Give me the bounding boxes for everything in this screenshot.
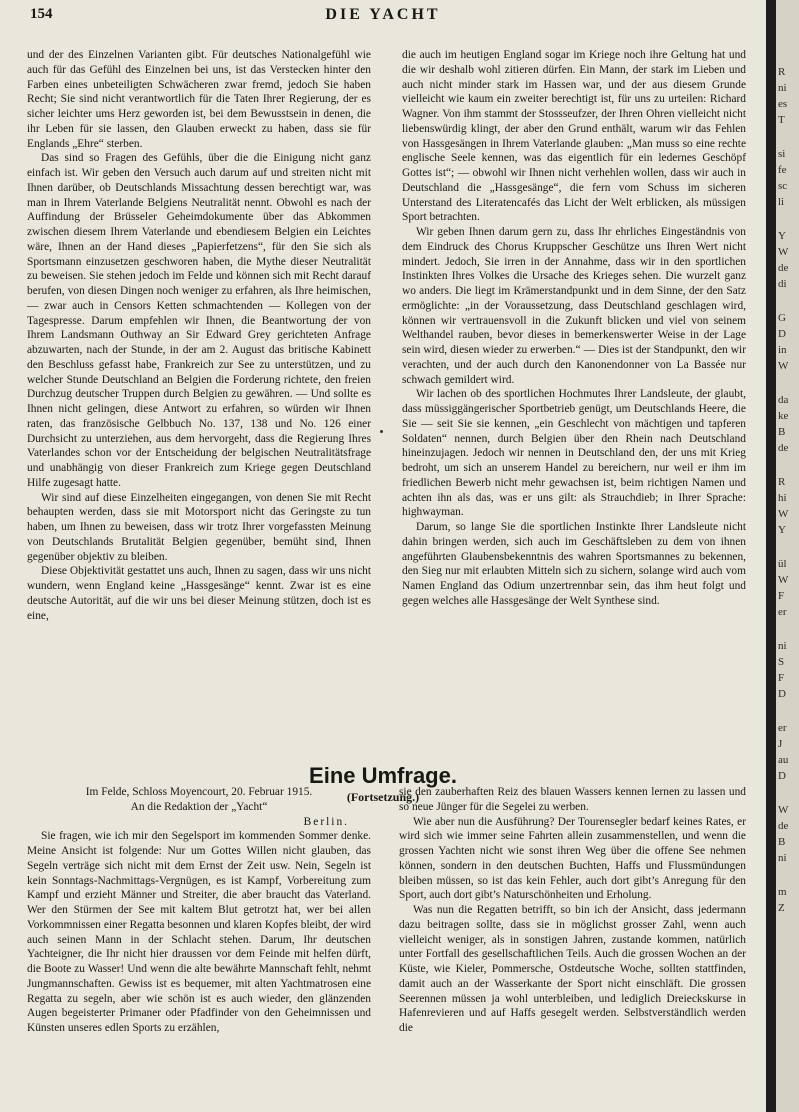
- next-page-fragment: Z: [778, 902, 785, 914]
- next-page-fragment: ni: [778, 852, 787, 864]
- next-page-fragment: ni: [778, 82, 787, 94]
- next-page-fragment: T: [778, 114, 785, 126]
- print-speck: [380, 430, 383, 433]
- next-page-fragment: R: [778, 66, 786, 78]
- next-page-fragment: er: [778, 606, 787, 618]
- next-page-fragment: hi: [778, 492, 787, 504]
- paragraph: Wir sind auf diese Einzelheiten eingegangen, von denen Sie mit Recht behaupten werden, dass sie mit Motorsport nicht das Geringste zu tun haben, um Ihnen zu beweisen, dass wir trotz Ihrer vorgefassten Meinung von Deutschlands Brutalität Belgien gegenüber, bemüht sind, Ihnen gegenüber objektiv zu bleiben.: [27, 491, 371, 563]
- next-page-fragment: li: [778, 196, 785, 208]
- next-page-fragment: er: [778, 722, 787, 734]
- paragraph: Diese Objektivität gestattet uns auch, Ihnen zu sagen, dass wir uns nicht wundern, wenn England keine „Hassgesänge“ kennt. Zwar ist es eine deutsche Autorität, auf die wir uns bei dieser Meinung stützen, doch ist es eine,: [27, 565, 371, 622]
- next-page-fragment: fe: [778, 164, 787, 176]
- next-page-fragment: da: [778, 394, 789, 406]
- next-page-fragment: B: [778, 836, 786, 848]
- paragraph: Wir lachen ob des sportlichen Hochmutes Ihrer Landsleute, der glaubt, dass müssiggängerischer Sportbetrieb genügt, um Deutschlands Heere, die Sie — seit Sie sie kennen, „ein Geschlecht von mächtigen und tapferen Soldaten“ nennen, durch Belgien über den Rhein nach Deutschland hineinzujagen. Jedoch wir nennen in Deutschland den, der uns mit Krieg bedroht, um sich an unserem Handel zu bereichern, nur weil er ihm im friedlichen Bewerb nicht mehr gewachsen ist, beim richtigen Namen und achten ihn als das, was er uns gilt: als Strauchdieb; in Ihrer Sprache: highwayman.: [402, 388, 746, 519]
- next-page-fragment: de: [778, 820, 789, 832]
- paragraph: Darum, so lange Sie die sportlichen Instinkte Ihrer Landsleute nicht dahin bringen werden, sich auch im Geschäftsleben zu dem von ihnen angeführten Glaubensbekenntnis des wahren Sportsmannes zu bekennen, den Sieg nur mit erlaubten Mitteln sich zu sichern, solange wird auch vom Namen England das Odium unzertrennbar sein, das ihm heut folgt und gegen welches alle Hassgesänge der Welt Synthese sind.: [402, 521, 746, 607]
- next-page-fragment: de: [778, 442, 789, 454]
- next-page-fragment: si: [778, 148, 786, 160]
- next-page-fragment: ül: [778, 558, 787, 570]
- next-page-fragment: Y: [778, 524, 786, 536]
- next-page-fragment: W: [778, 574, 789, 586]
- letter-dateline: Im Felde, Schloss Moyencourt, 20. Februar 1915.: [85, 786, 313, 798]
- next-page-fragment: in: [778, 344, 787, 356]
- next-page-fragment: B: [778, 426, 786, 438]
- section-subtitle: (Fortsetzung.): [346, 790, 420, 804]
- paragraph: die auch im heutigen England sogar im Kriege noch ihre Geltung hat und die wir deshalb wohl zitieren dürfen. Ein Mann, der stark im Lieben und auch nicht minder stark im Hassen war, und der aus diesem Grunde vielleicht wie kaum ein zweiter berechtigt ist, für uns zu urteilen: Richard Wagner. Von ihm stammt der Stossseufzer, der Ihren Ohren vielleicht nicht liebenswürdig klingt, der aber den Grund enthält, warum wir das Fehlen von Hassgesängen in Ihrem Vaterlande glauben: „Man muss so eine rechte englische Seele kennen, was das eigentlich für ein ledernes Geschöpf Gottes ist“; — obwohl wir Ihnen nicht verhehlen wollen, dass wir auch in Deutschland die „Hassgesänge“, die fern vom Schuss im sicheren Unterstand des Literatencafés das Licht der Welt erblicken, als müssigen Sport betrachten.: [402, 49, 746, 224]
- column-left-bottom: [27, 785, 371, 1036]
- column-right-top: [402, 48, 746, 609]
- paragraph: Das sind so Fragen des Gefühls, über die die Einigung nicht ganz einfach ist. Wir geben den Versuch auch darum auf und streiten nicht mit Ihnen darüber, ob Deutschlands Missachtung dessen berechtigt war, was man in Ihrem Vaterlande Belgiens Neutralität nennt. Obwohl es nach der Auffindung der Brüsseler Geheimdokumente über das Abkommen zwischen diesem Ihrem Vaterlande und ebendiesem Belgien ein Leichtes wäre, Ihnen an der Hand dieses „Papierfetzens“, für den Sie sich als Sportsmann einzusetzen geschworen haben, die Mythe dieser Neutralität zu beweisen. Sie stehen jedoch im Felde und können sich mit Recht darauf berufen, von diesen Dingen noch weniger zu erfahren, als Ihre heimischen, — zwar auch in Censors Ketten schmachtenden — Kollegen von der Tagespresse. Darum empfehlen wir Ihnen, die Beantwortung der von Ihrem Landsmann Outhway an Sir Edward Grey gerichteten Anfrage abzuwarten, nach der Stunde, in der am 2. August das britische Kabinett den Beschluss gefasst habe, Frankreich zur See zu unterstützen, und zu welcher Stunde Deutschland an Belgien die Forderung richtete, den freien Durchzug deutscher Truppen durch Belgien zu gewähren. — Und sollte es Ihnen nicht gelingen, diese Antwort zu erfahren, so würden wir Ihnen raten, das französische Gelbbuch No. 137, 138 und No. 126 einer Durchsicht zu unterziehen, aus dem hervorgeht, dass die Regierung Ihres Vaterlandes schon vor der Entscheidung der belgischen Neutralitätsfrage und unabhängig von dieser Frankreich zum Kriege gegen Deutschland Hilfe zugesagt hatte.: [27, 152, 371, 489]
- next-page-fragment: F: [778, 590, 785, 602]
- next-page-fragment: D: [778, 770, 786, 782]
- next-page-fragment: ke: [778, 410, 789, 422]
- next-page-fragment: F: [778, 672, 785, 684]
- letter-header: [27, 785, 371, 815]
- next-page-fragment: W: [778, 360, 789, 372]
- letter-addressee: An die Redaktion der „Yacht“: [130, 800, 268, 813]
- paragraph: und der des Einzelnen Varianten gibt. Für deutsches Nationalgefühl wie auch für das Gefühl des Einzelnen bei uns, ist das Verstecken hinter den Farben eines unbeteiligten Schwächeren zwar fremd, jedoch Sie haben Recht; Sie sind nicht verantwortlich für die Taten Ihrer Regierung, der es sicher leichter ums Herz geworden ist, bei dem Bewusstsein in denen, die ihr Leben für sie lassen, den Glauben erweckt zu haben, dass sie für Englands „Ehre“ sterben.: [27, 49, 371, 150]
- paragraph: Wir geben Ihnen darum gern zu, dass Ihr ehrliches Eingeständnis von dem Eindruck des Chorus Kruppscher Geschütze uns Ihren Wert nicht mindert. Jedoch, Sie irren in der Annahme, dass wir in den sportlichen Instinkten Ihres Volkes die Ursache des Krieges sehen. Die wurzelt ganz wo anders. Die liegt im Krämerstandpunkt und in dem Sinne, der den Satz ermöglichte: „in der Voraussetzung, dass Deutschland geschlagen wird, können wir vertrauensvoll in die Zukunft blicken und viel von seinem Welthandel rauben, bevor dieses in bemerkenswerter Weise in der Lage sein wird, diesen wieder zu erwerben.“ — Dies ist der Standpunkt, den wir verachten, und der auch durch den Kanonendonner von La Bassée nur schwach gemildert wird.: [402, 226, 746, 386]
- next-page-fragment: J: [778, 738, 783, 750]
- column-left-top: [27, 48, 371, 623]
- next-page-edge: [776, 0, 799, 1112]
- next-page-fragment: m: [778, 886, 787, 898]
- page-gutter: [766, 0, 799, 1112]
- paragraph: Was nun die Regatten betrifft, so bin ich der Ansicht, dass jedermann dazu beitragen sollte, dass sie in möglichst grosser Zahl, wenn auch vielleicht weniger, als in sonstigen Jahren, zustande kommen, natürlich unter Fortfall des gesellschaftlichen Teils. Auch die grossen Wochen an der Küste, wie Kieler, Pommersche, Ostdeutsche Woche, sollten stattfinden, damit auch an der Wasserkante der Sport nicht einschläft. Die grossen Seerennen müssen ja wohl unterbleiben, und lediglich Dreieckskurse in Hafenrevieren und auf Haffs gesegelt werden. Selbstverständlich werden die: [399, 904, 746, 1034]
- paragraph: sie den zauberhaften Reiz des blauen Wassers kennen lernen zu lassen und so neue Jünger für die Segelei zu werben.: [399, 786, 746, 813]
- page-number: 154: [30, 6, 53, 22]
- next-page-fragment: es: [778, 98, 788, 110]
- next-page-fragment: D: [778, 688, 786, 700]
- next-page-fragment: D: [778, 328, 786, 340]
- next-page-fragment: S: [778, 656, 785, 668]
- next-page-fragment: au: [778, 754, 789, 766]
- next-page-fragment: Y: [778, 230, 786, 242]
- next-page-fragment: ni: [778, 640, 787, 652]
- paragraph: Sie fragen, wie ich mir den Segelsport im kommenden Sommer denke. Meine Ansicht ist folgende: Nur um Gottes Willen nicht glauben, das Segeln verträge sich nicht mit dem Ernst der Zeit usw. Nein, Segeln ist kein Sonntags-Nachmittags-Vergnügen, es ist Kampf, Vorbereitung zum Kampf und erzieht Männer und Streiter, die aber braucht das Vaterland. Wer den Stürmen der See mit kaltem Blut getrotzt hat, wer bei allen Vorkommnissen einer Regatta besonnen und klaren Kopfes bleibt, der wird auch seinen Mann in der Schlacht stehen. Darum, Ihr deutschen Yachteigner, die Ihr nicht hier draussen vor dem Feinde mit helfen dürft, die Boote zu Wasser! Und wenn die alte bewährte Mannschaft fehlt, nehmt Jungmannschaften. Gewiss ist es bequemer, mit alten Yachtmatrosen eine Regatta zu segeln, aber wie schön ist es auch wieder, den glänzenden Augen begeisterter Primaner oder Pfadfinder von den Geheimnissen und Künsten unseres edlen Sports zu erzählen,: [27, 830, 371, 1034]
- paragraph: Wie aber nun die Ausführung? Der Tourensegler bedarf keines Rates, er wird sich wie immer seine Fahrten allein zusammenstellen, und wenn die grossen Yachten nicht wie sonst ihren Weg über die offene See nehmen können, sondern in den deutschen Buchten, Haffs und Flussmündungen bleiben müssen, so ist das kein Fehler, auch dort gibt’s Anregung für den Sport, auch dort gibt’s Naturschönheiten und Erholung.: [399, 815, 746, 902]
- section-title: Eine Umfrage.: [309, 763, 457, 788]
- running-title: DIE YACHT: [325, 6, 441, 23]
- next-page-fragment: sc: [778, 180, 788, 192]
- next-page-fragment: W: [778, 804, 789, 816]
- next-page-fragment: W: [778, 508, 789, 520]
- next-page-fragment: di: [778, 278, 787, 290]
- next-page-fragment: G: [778, 312, 786, 324]
- next-page-fragment: R: [778, 476, 786, 488]
- column-right-bottom: [399, 785, 746, 1036]
- next-page-fragment: de: [778, 262, 789, 274]
- letter-city: Berlin.: [303, 815, 349, 828]
- next-page-fragment: W: [778, 246, 789, 258]
